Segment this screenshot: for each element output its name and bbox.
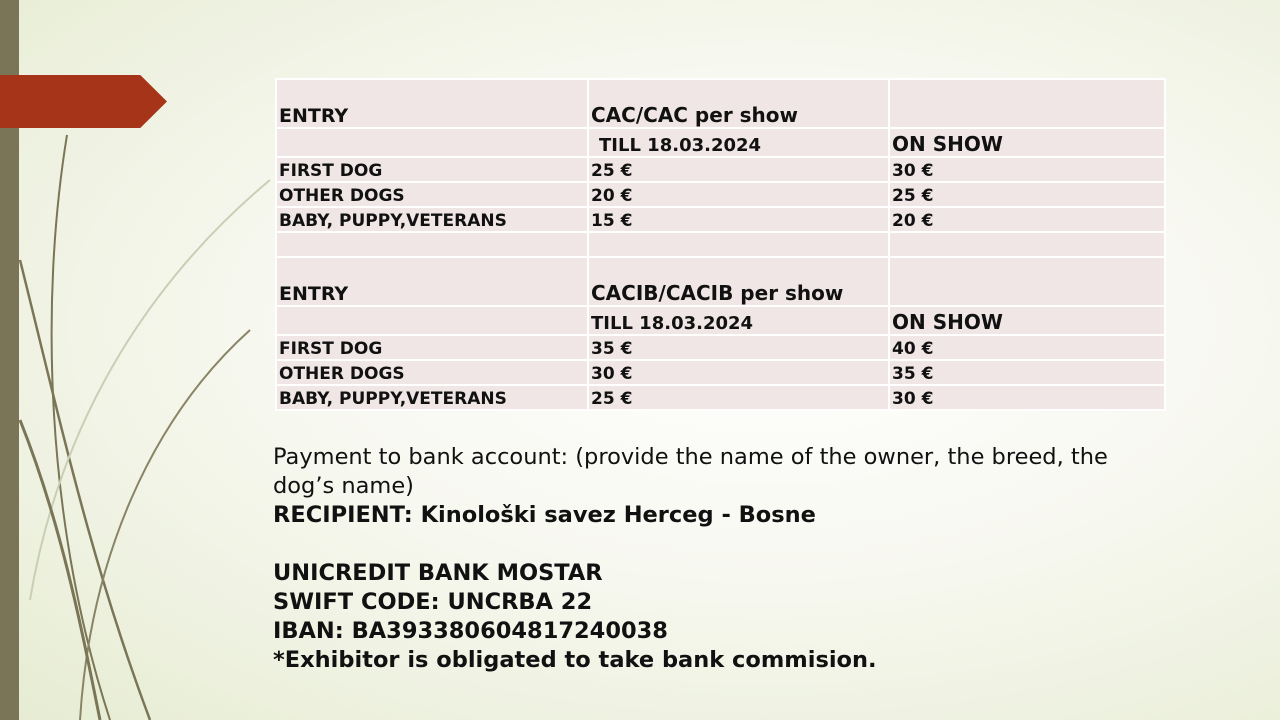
table-cell: 35 € — [889, 360, 1165, 385]
empty-cell — [588, 232, 889, 257]
fee-table — [275, 78, 1166, 411]
table-cell: BABY, PUPPY,VETERANS — [276, 207, 588, 232]
payment-recipient: RECIPIENT: Kinološki savez Herceg - Bosne — [273, 502, 816, 528]
table1-header-entry: ENTRY — [276, 79, 588, 128]
table2-sub-onshow: ON SHOW — [889, 306, 1165, 335]
table-cell: 30 € — [889, 385, 1165, 410]
table-cell: 15 € — [588, 207, 889, 232]
payment-swift: SWIFT CODE: UNCRBA 22 — [273, 589, 593, 615]
table-cell: 20 € — [588, 182, 889, 207]
spacer — [273, 530, 1153, 559]
table2-header-entry: ENTRY — [276, 257, 588, 306]
table1-sub-row — [276, 128, 1165, 157]
table1-header-title: CAC/CAC per show — [588, 79, 889, 128]
table-cell: 25 € — [588, 157, 889, 182]
empty-cell — [276, 232, 588, 257]
table1-header-row — [276, 79, 1165, 128]
payment-intro: Payment to bank account: (provide the name of the owner, the breed, the dog’s name) — [273, 444, 1108, 499]
empty-cell — [889, 232, 1165, 257]
payment-note: *Exhibitor is obligated to take bank commision. — [273, 647, 877, 673]
table-cell: BABY, PUPPY,VETERANS — [276, 385, 588, 410]
table-cell: 30 € — [889, 157, 1165, 182]
table1-sub-onshow: ON SHOW — [889, 128, 1165, 157]
table-cell: 35 € — [588, 335, 889, 360]
payment-bank: UNICREDIT BANK MOSTAR — [273, 560, 603, 586]
table-cell: 25 € — [588, 385, 889, 410]
table-cell: FIRST DOG — [276, 157, 588, 182]
table-row — [276, 360, 1165, 385]
table-row — [276, 157, 1165, 182]
table2-header-row — [276, 257, 1165, 306]
table-row — [276, 335, 1165, 360]
table-row — [276, 385, 1165, 410]
table-row — [276, 207, 1165, 232]
table2-sub-empty — [276, 306, 588, 335]
spacer-row — [276, 232, 1165, 257]
table1-header-empty — [889, 79, 1165, 128]
table-cell: 40 € — [889, 335, 1165, 360]
table-cell: OTHER DOGS — [276, 182, 588, 207]
table-cell: 25 € — [889, 182, 1165, 207]
table-cell: OTHER DOGS — [276, 360, 588, 385]
table2-sub-row — [276, 306, 1165, 335]
table2-header-title: CACIB/CACIB per show — [588, 257, 889, 306]
table2-header-empty — [889, 257, 1165, 306]
table1-sub-till: TILL 18.03.2024 — [588, 128, 889, 157]
table-row — [276, 182, 1165, 207]
table2-sub-till: TILL 18.03.2024 — [588, 306, 889, 335]
payment-info — [273, 443, 1153, 675]
red-arrow-banner — [0, 75, 167, 128]
table-cell: 20 € — [889, 207, 1165, 232]
table-cell: FIRST DOG — [276, 335, 588, 360]
payment-iban: IBAN: BA393380604817240038 — [273, 618, 668, 644]
table1-sub-empty — [276, 128, 588, 157]
table-cell: 30 € — [588, 360, 889, 385]
